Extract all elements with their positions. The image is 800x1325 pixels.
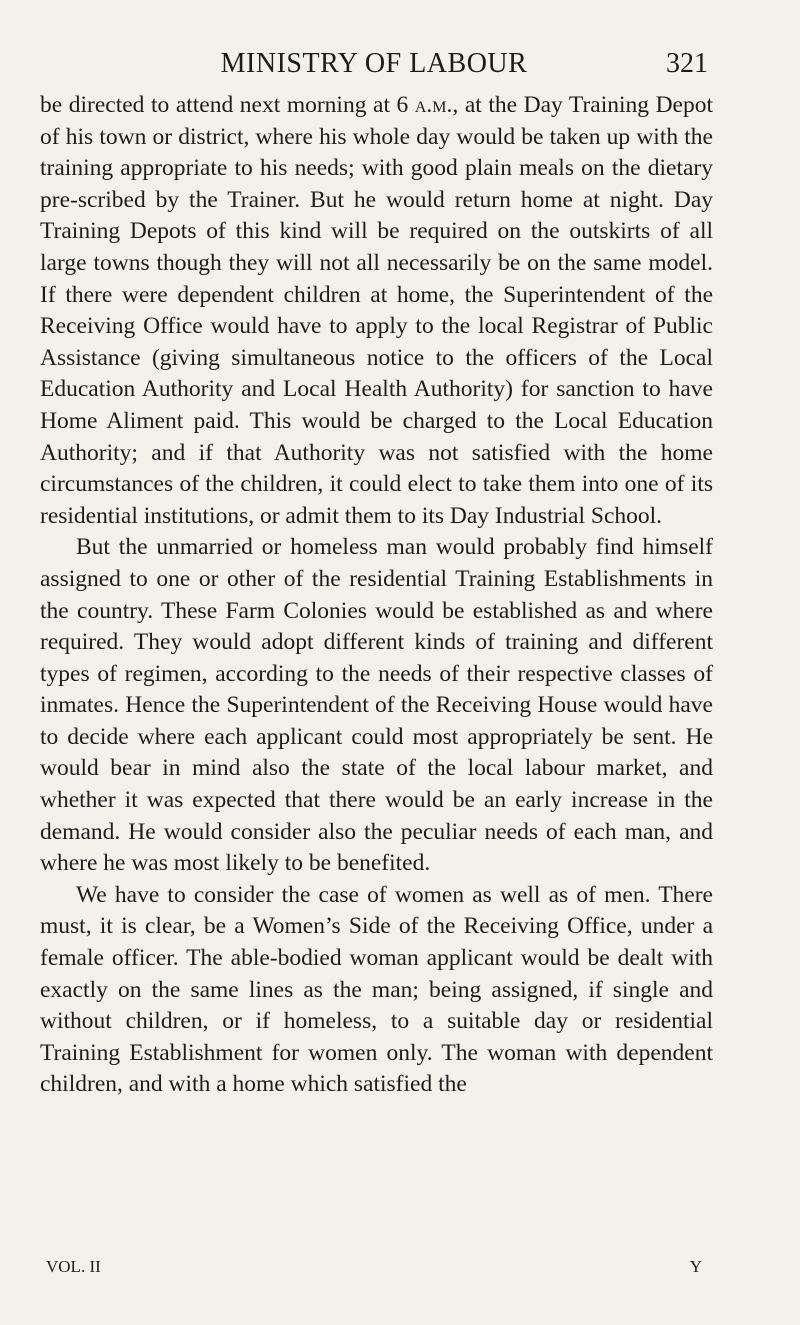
paragraph-1-text-rest: , at the Day Training Depot of his town or district, where his whole day would be taken up with the training appropriate to his needs; with good plain meals on the dietary pre-scribed by the Trainer. But he would return home at night. Day Training Depots of this kind will be required on the outskirts of all large towns though they will not all necessarily be on the same model. If there were dependent children at home, the Superintendent of the Receiving Office would have to apply to the local Registrar of Public Assistance (giving simultaneous notice to the officers of the Local Education Authority and Local Health Authority) for sanction to have Home Aliment paid. This would be charged to the Local Education Authority; and if that Authority was not satisfied with the home circumstances of the children, it could elect to take them into one of its residential institutions, or admit them to its Day Industrial School.: [40, 92, 713, 529]
running-title: MINISTRY OF LABOUR: [220, 48, 528, 79]
page-number: 321: [666, 48, 708, 79]
paragraph-2: But the unmarried or homeless man would probably find himself assigned to one or other of the residential Training Establishments in the country. These Farm Colonies would be established as and where required. They would adopt different kinds of training and different types of regimen, according to the needs of their respective classes of inmates. Hence the Superintendent of the Receiving House would have to decide where each applicant could most appropriately be sent. He would bear in mind also the state of the local labour market, and whether it was expected that there would be an early increase in the demand. He would consider also the peculiar needs of each man, and where he was most likely to be benefited.: [40, 534, 713, 877]
time-abbreviation: a.m.: [414, 92, 453, 118]
paragraph-3: We have to consider the case of women as well as of men. There must, it is clear, be a Women’s Side of the Receiving Office, under a female officer. The able-bodied woman applicant would be dealt with exactly on the same lines as the man; being assigned, if single and without children, or if homeless, to a suitable day or residential Training Establishment for women only. The woman with dependent children, and with a home which satisfied the: [40, 881, 713, 1098]
page-header: [40, 48, 708, 88]
paragraph-1-text-start: be directed to attend next morning at 6: [40, 92, 415, 118]
signature-mark: Y: [689, 1257, 702, 1276]
body-text: [40, 90, 713, 1101]
volume-label: VOL. II: [46, 1257, 101, 1276]
page-footer: [46, 1257, 702, 1285]
paragraph-1: [40, 90, 713, 532]
